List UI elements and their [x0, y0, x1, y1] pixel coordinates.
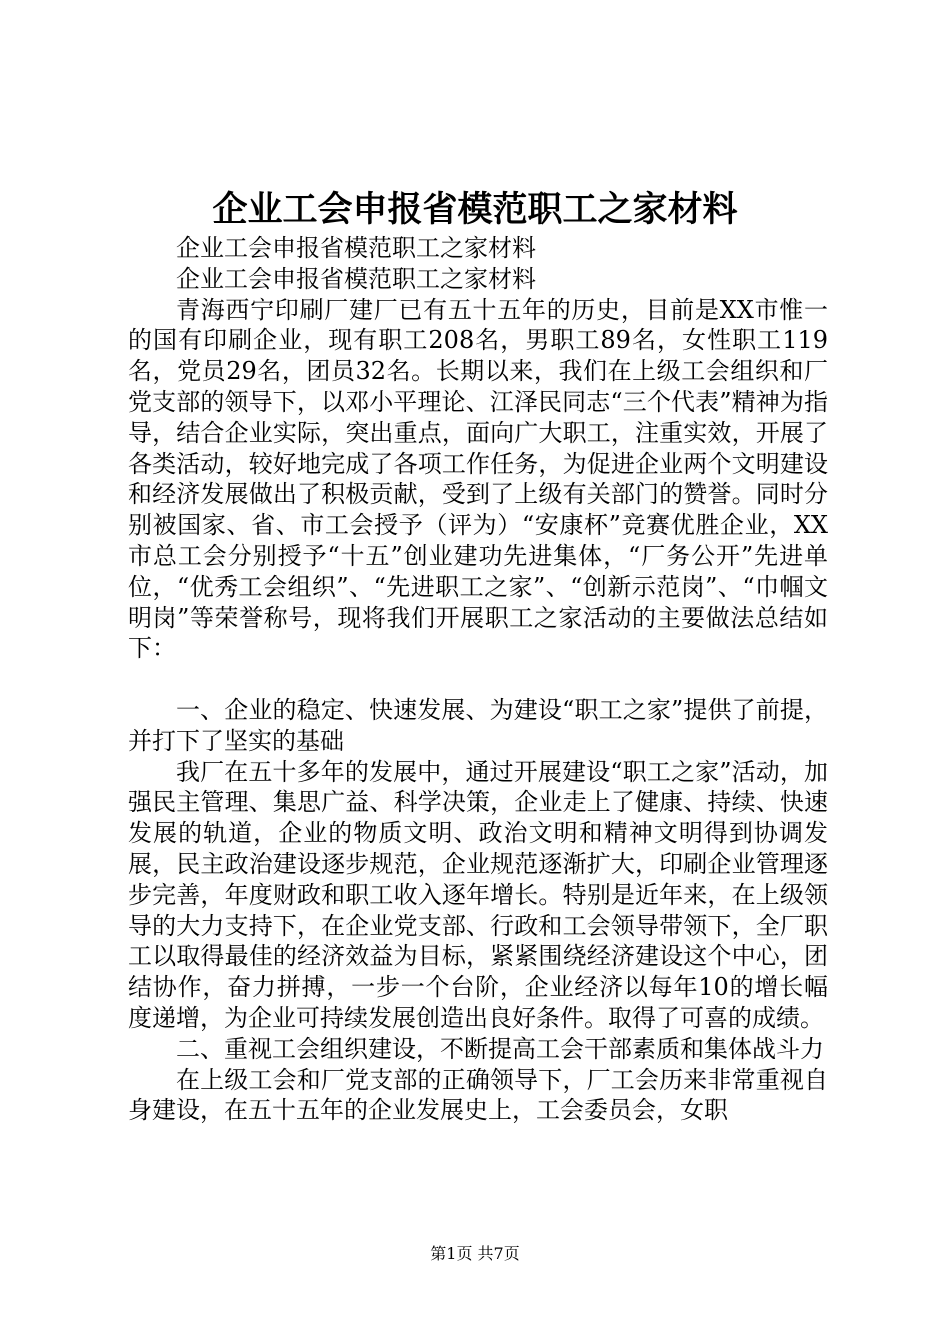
- body-paragraph: 企业工会申报省模范职工之家材料: [176, 234, 536, 262]
- section-heading: 一、企业的稳定、快速发展、为建设“职工之家”提供了前提，并打下了坚实的基础: [128, 695, 828, 755]
- body-paragraph: 企业工会申报省模范职工之家材料: [176, 264, 536, 293]
- document-body: [128, 233, 828, 1126]
- document-title: 企业工会申报省模范职工之家材料: [212, 189, 738, 230]
- paragraph-spacer: [128, 664, 828, 695]
- body-paragraph: 在上级工会和厂党支部的正确领导下，厂工会历来非常重视自身建设，在五十五年的企业发展史上，工会委员会，女职: [128, 1065, 828, 1125]
- body-paragraph: 我厂在五十多年的发展中，通过开展建设“职工之家”活动，加强民主管理、集思广益、科学决策，企业走上了健康、持续、快速发展的轨道，企业的物质文明、政治文明和精神文明得到协调发展，民主政治建设逐步规范，企业规范逐渐扩大，印刷企业管理逐步完善，年度财政和职工收入逐年增长。特别是近年来，在上级领导的大力支持下，在企业党支部、行政和工会领导带领下，全厂职工以取得最佳的经济效益为目标，紧紧围绕经济建设这个中心，团结协作，奋力拼搏，一步一个台阶，企业经济以每年10的增长幅度递增，为企业可持续发展创造出良好条件。取得了可喜的成绩。: [128, 757, 828, 1032]
- page-footer: 第1页 共7页: [430, 1244, 520, 1263]
- section-heading: 二、重视工会组织建设，不断提高工会干部素质和集体战斗力: [176, 1034, 824, 1063]
- body-paragraph: 青海西宁印刷厂建厂已有五十五年的历史，目前是XX市惟一的国有印刷企业，现有职工208名，男职工89名，女性职工119名，党员29名，团员32名。长期以来，我们在上级工会组织和厂党支部的领导下，以邓小平理论、江泽民同志“三个代表”精神为指导，结合企业实际，突出重点，面向广大职工，注重实效，开展了各类活动，较好地完成了各项工作任务，为促进企业两个文明建设和经济发展做出了积极贡献，受到了上级有关部门的赞誉。同时分别被国家、省、市工会授予（评为）“安康杯”竞赛优胜企业，XX市总工会分别授予“十五”创业建功先进集体，“厂务公开”先进单位，“优秀工会组织”、“先进职工之家”、“创新示范岗”、“巾帼文明岗”等荣誉称号，现将我们开展职工之家活动的主要做法总结如下：: [128, 295, 828, 663]
